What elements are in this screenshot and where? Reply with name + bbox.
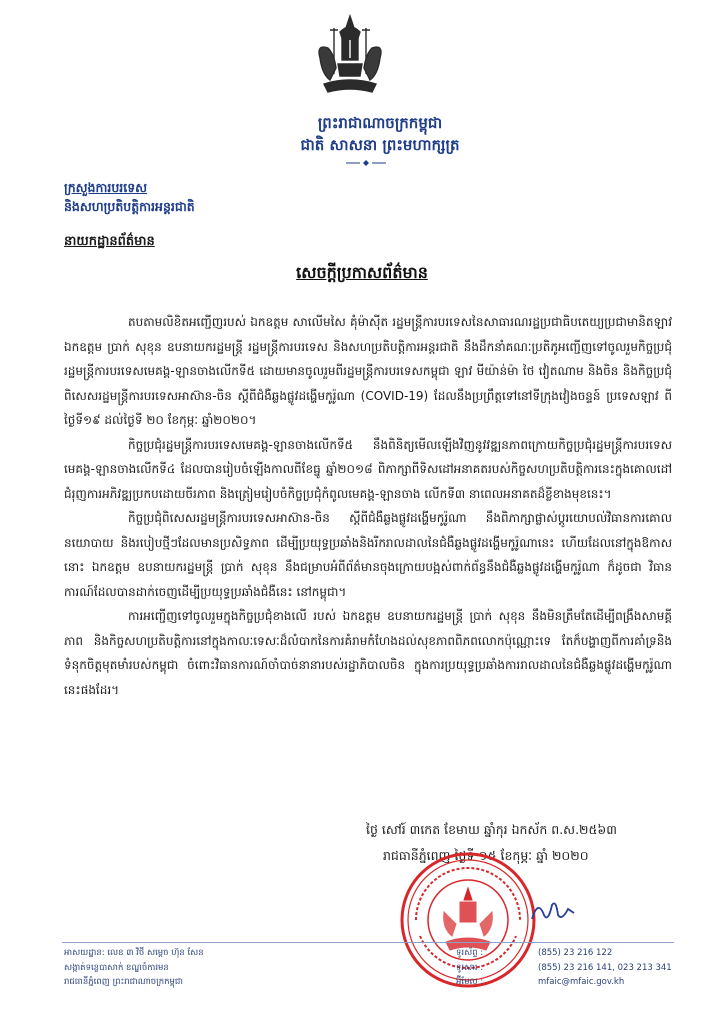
document-body [64, 310, 672, 702]
paragraph: តបតាមលិខិតអញ្ជើញរបស់ ឯកឧត្តម សាលើមសៃ គុំម៉ាស៊ីត រដ្ឋមន្ត្រីការបរទេសនៃសាធារណរដ្ឋប្រជាធិបតេយ្យប្រជាមានិតឡាវ ឯកឧត្តម ប្រាក់ សុខុន ឧបនាយករដ្ឋមន្ត្រី រដ្ឋមន្ត្រីការបរទេស និងសហប្រតិបត្តិការអន្តរជាតិ នឹងដឹកនាំគណៈប្រតិភូអញ្ជើញទៅចូលរួមកិច្ចប្រជុំរដ្ឋមន្ត្រីការបរទេសមេគង្គ-ឡានចាងលើកទី៥ ដោយមានចូលរួមពីរដ្ឋមន្ត្រីការបរទេសកម្ពុជា ឡាវ មីយ៉ាន់ម៉ា ថៃ វៀតណាម និងចិន និងកិច្ចប្រជុំពិសេសរដ្ឋមន្ត្រីការបរទេសអាស៊ាន-ចិន ស្តីពីជំងឺឆ្លងផ្លូវដង្ហើមកូរ៉ូណា (COVID-19) ដែលនឹងប្រព្រឹត្តទៅនៅទីក្រុងវៀងចន្ទន៍ ប្រទេសឡាវ ពីថ្ងៃទី១៩ ដល់ថ្ងៃទី ២០ ខែកុម្ភៈ ឆ្នាំ២០២០។ [64, 315, 673, 427]
ministry-name-line2: និងសហប្រតិបត្តិការអន្តរជាតិ [64, 199, 195, 214]
solar-date: រាជធានីភ្នំពេញ ថ្ងៃទី ១៥ ខែកុម្ភៈ ឆ្នាំ ២០២០ [383, 848, 589, 863]
address-line3: រាជធានីភ្នំពេញ ព្រះរាជាណាចក្រកម្ពុជា [64, 977, 183, 987]
address-line2: សង្កាត់ទន្លេបាសាក់ ខណ្ឌចំការមន [64, 962, 169, 973]
national-motto: ជាតិ សាសនា ព្រះមហាក្សត្រ [300, 136, 460, 154]
footer-divider [62, 942, 674, 943]
address-line1: លេខ ៣ វិថី សម្តេច ហ៊ុន សែន [107, 948, 204, 958]
paragraph: ការអញ្ជើញទៅចូលរួមក្នុងកិច្ចប្រជុំខាងលើ របស់ ឯកឧត្តម ឧបនាយករដ្ឋមន្ត្រី ប្រាក់ សុខុន នឹងមិនត្រឹមតែដើម្បីពង្រឹងសាមគ្គីភាព និងកិច្ចសហប្រតិបត្តិការនៅក្នុងកាលៈទេសៈដ៏លំបាកនៃការគំរាមកំហែងដល់សុខភាពពិភពលោកប៉ុណ្ណោះទេ តែក៏បង្ហាញពីការគាំទ្រនិងទំនុកចិត្តមុតមាំរបស់កម្ពុជា ចំពោះវិធានការណ៍ចាំបាច់នានារបស់រដ្ឋាភិបាលចិន ក្នុងការប្រយុទ្ធប្រឆាំងការរាលដាលនៃជំងឺឆ្លងផ្លូវដង្ហើមកូរ៉ូណានេះផងដែរ។ [64, 609, 672, 697]
ornament-divider [346, 160, 386, 166]
ministry-header [64, 178, 294, 216]
lunar-date: ថ្ងៃ សៅរ៍ ៣កេត ខែមាឃ ឆ្នាំកុរ ឯកស័ក ព.ស.២៥៦៣ [366, 822, 617, 837]
email-label: អ៊ីមែល : [456, 977, 484, 987]
email-link[interactable]: mfaic@mfaic.gov.kh [538, 977, 625, 987]
paragraph: កិច្ចប្រជុំពិសេសរដ្ឋមន្ត្រីការបរទេសអាស៊ាន-ចិន ស្តីពីជំងឺឆ្លងផ្លូវដង្ហើមកូរ៉ូណា នឹងពិភាក្សាផ្លាស់ប្តូរយោបល់វិធានការគោលនយោបាយ និងរបៀបថ្មីៗដែលមានប្រសិទ្ធភាព ដើម្បីប្រយុទ្ធប្រឆាំងនិងរីករាលដាលនៃជំងឺឆ្លងផ្លូវដង្ហើមកូរ៉ូណានេះ ហើយដែលនៅក្នុងឱកាសនោះ ឯកឧត្តម ឧបនាយករដ្ឋមន្ត្រី ប្រាក់ សុខុន នឹងជម្រាបអំពីព័ត៌មានចុងក្រោយបង្អស់ពាក់ព័ន្ធនឹងជំងឺឆ្លងផ្លូវដង្ហើមកូរ៉ូណា ក៏ដូចជា វិធានការណ៍ដែលបានដាក់ចេញដើម្បីប្រយុទ្ធប្រឆាំងជំងឺនេះ នៅកម្ពុជា។ [64, 511, 672, 599]
footer-address [64, 946, 394, 990]
document-title: សេចក្តីប្រកាសព័ត៌មាន [296, 263, 428, 282]
address-label: អាសយដ្ឋាន: [64, 948, 105, 958]
ministry-name-line1: ក្រសួងការបរទេស [64, 180, 148, 195]
kingdom-name: ព្រះរាជាណាចក្រកម្ពុជា [317, 114, 443, 132]
phone-value: (855) 23 216 122 [538, 948, 613, 958]
department-name: នាយកដ្ឋានព័ត៌មាន [64, 234, 155, 249]
royal-coat-of-arms-icon [312, 14, 388, 98]
paragraph: កិច្ចប្រជុំរដ្ឋមន្ត្រីការបរទេសមេគង្គ-ឡានចាងលើកទី៥ នឹងពិនិត្យមើលឡើងវិញនូវវឌ្ឍនភាពក្រោយកិច្ចប្រជុំរដ្ឋមន្ត្រីការបរទេសមេគង្គ-ឡានចាងលើកទី៤ ដែលបានរៀបចំឡើងកាលពីខែធ្នូ ឆ្នាំ២០១៨ ពិភាក្សាពីទិសដៅអនាគតរបស់កិច្ចសហប្រតិបត្តិការនេះក្នុងគោលដៅជំរុញការអភិវឌ្ឍប្រកបដោយចីរភាព និងត្រៀមរៀបចំកិច្ចប្រជុំកំពូលមេគង្គ-ឡានចាង លើកទី៣ នាពេលអនាគតដ៏ខ្លីខាងមុខនេះ។ [64, 437, 672, 501]
signature-icon [528, 895, 578, 925]
fax-value: (855) 23 216 141, 023 213 341 [538, 962, 672, 973]
fax-label: ទូរសារ : [456, 962, 484, 973]
phone-label: ទូរស័ព្ទ : [456, 948, 484, 958]
kingdom-header [250, 112, 510, 156]
footer-contact [456, 946, 716, 990]
